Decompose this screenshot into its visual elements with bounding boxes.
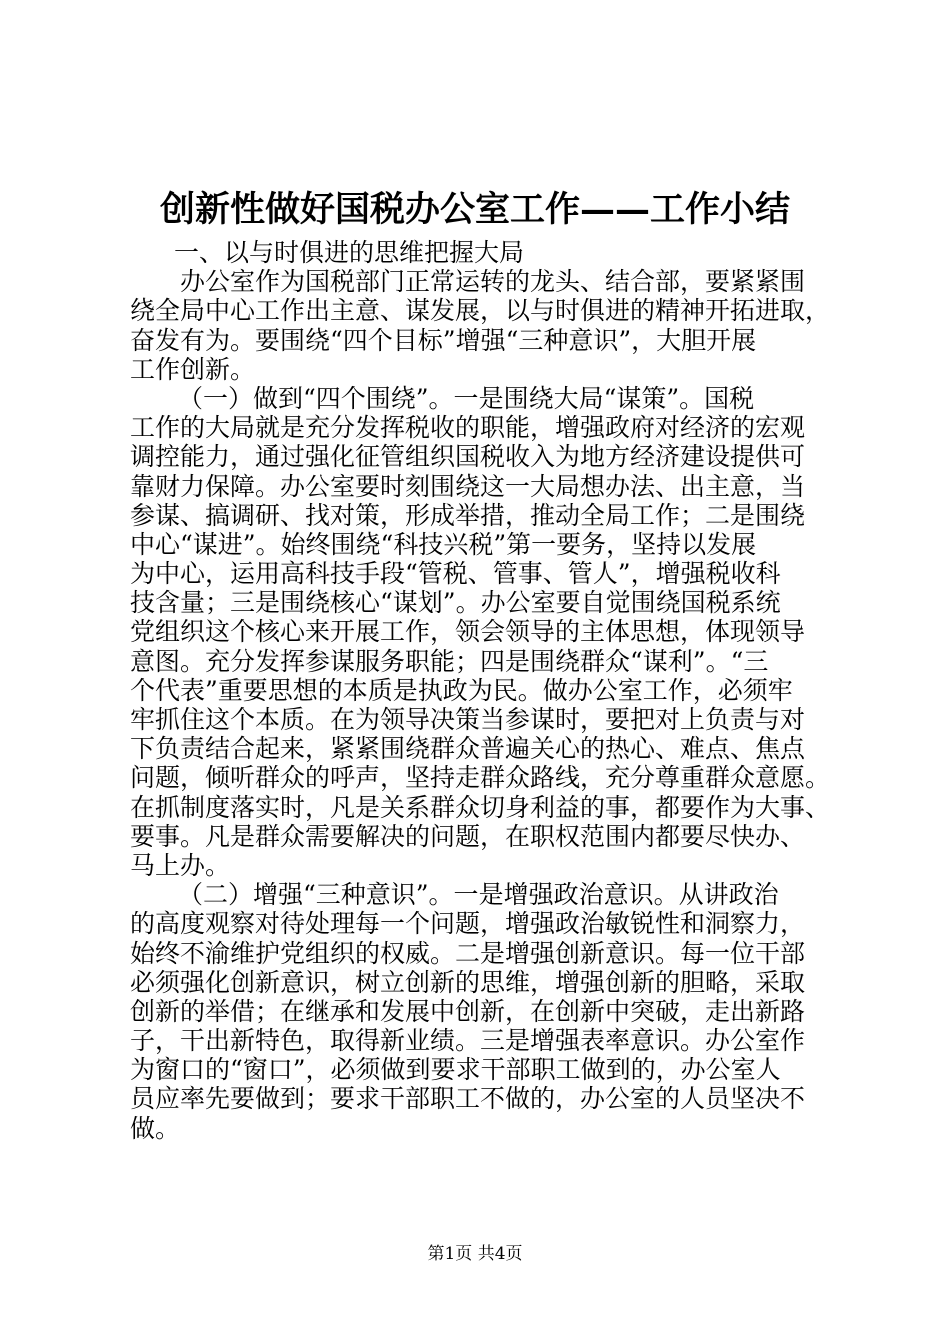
paragraph-line: 党组织这个核心来开展工作，领会领导的主体思想，体现领导 [130,617,806,647]
paragraph-line: 工作的大局就是充分发挥税收的职能，增强政府对经济的宏观 [130,413,806,443]
paragraph-line: 中心“谋进”。始终围绕“科技兴税”第一要务，坚持以发展 [130,529,757,559]
paragraph-line: 为中心，运用高科技手段“管税、管事、管人”，增强税收科 [130,559,781,589]
paragraph-line: 做。 [130,1113,181,1143]
paragraph-line: 调控能力，通过强化征管组织国税收入为地方经济建设提供可 [130,442,806,472]
paragraph-line: 员应率先要做到；要求干部职工不做的，办公室的人员坚决不 [130,1084,806,1114]
paragraph-line: 问题，倾听群众的呼声，坚持走群众路线，充分尊重群众意愿。 [130,763,831,793]
paragraph-line: 始终不渝维护党组织的权威。二是增强创新意识。每一位干部 [130,938,806,968]
paragraph-line: 在抓制度落实时，凡是关系群众切身利益的事，都要作为大事、 [130,792,831,822]
subsection-line: （一）做到“四个围绕”。一是围绕大局“谋策”。国税 [178,383,755,413]
paragraph-line: 牢抓住这个本质。在为领导决策当参谋时，要把对上负责与对 [130,705,806,734]
paragraph-line: 创新的举借；在继承和发展中创新，在创新中突破，走出新路 [130,996,806,1026]
paragraph-line: 下负责结合起来，紧紧围绕群众普遍关心的热心、难点、焦点 [130,734,806,764]
paragraph-line: 工作创新。 [130,354,256,384]
paragraph-line: 为窗口的“窗口”，必须做到要求干部职工做到的，办公室人 [130,1055,781,1085]
paragraph-line: 子，干出新特色，取得新业绩。三是增强表率意识。办公室作 [130,1026,806,1056]
paragraph-line: 要事。凡是群众需要解决的问题，在职权范围内都要尽快办、 [130,821,806,851]
paragraph-line: 技含量；三是围绕核心“谋划”。办公室要自觉围绕国税系统 [130,588,781,618]
paragraph-line: 办公室作为国税部门正常运转的龙头、结合部，要紧紧围 [180,267,806,297]
paragraph-line: 意图。充分发挥参谋服务职能；四是围绕群众“谋利”。“三 [130,646,769,676]
paragraph-line: 的高度观察对待处理每一个问题，增强政治敏锐性和洞察力， [130,909,806,939]
paragraph-line: 奋发有为。要围绕“四个目标”增强“三种意识”，大胆开展 [130,325,757,355]
paragraph-line: 参谋、搞调研、找对策，形成举措，推动全局工作；二是围绕 [130,500,806,530]
paragraph-line: 马上办。 [130,850,231,880]
paragraph-line: 必须强化创新意识，树立创新的思维，增强创新的胆略，采取 [130,967,806,997]
paragraph-line: 个代表”重要思想的本质是执政为民。做办公室工作，必须牢 [130,675,793,705]
page-number-footer: 第1页 共4页 [427,1244,523,1264]
section-heading: 一、以与时俱进的思维把握大局 [174,238,525,267]
document-title: 创新性做好国税办公室工作——工作小结 [159,189,790,230]
paragraph-line: 靠财力保障。办公室要时刻围绕这一大局想办法、出主意，当 [130,471,806,501]
subsection-line: （二）增强“三种意识”。一是增强政治意识。从讲政治 [178,880,779,910]
paragraph-line: 绕全局中心工作出主意、谋发展，以与时俱进的精神开拓进取， [130,296,831,326]
document-body [130,238,830,1143]
